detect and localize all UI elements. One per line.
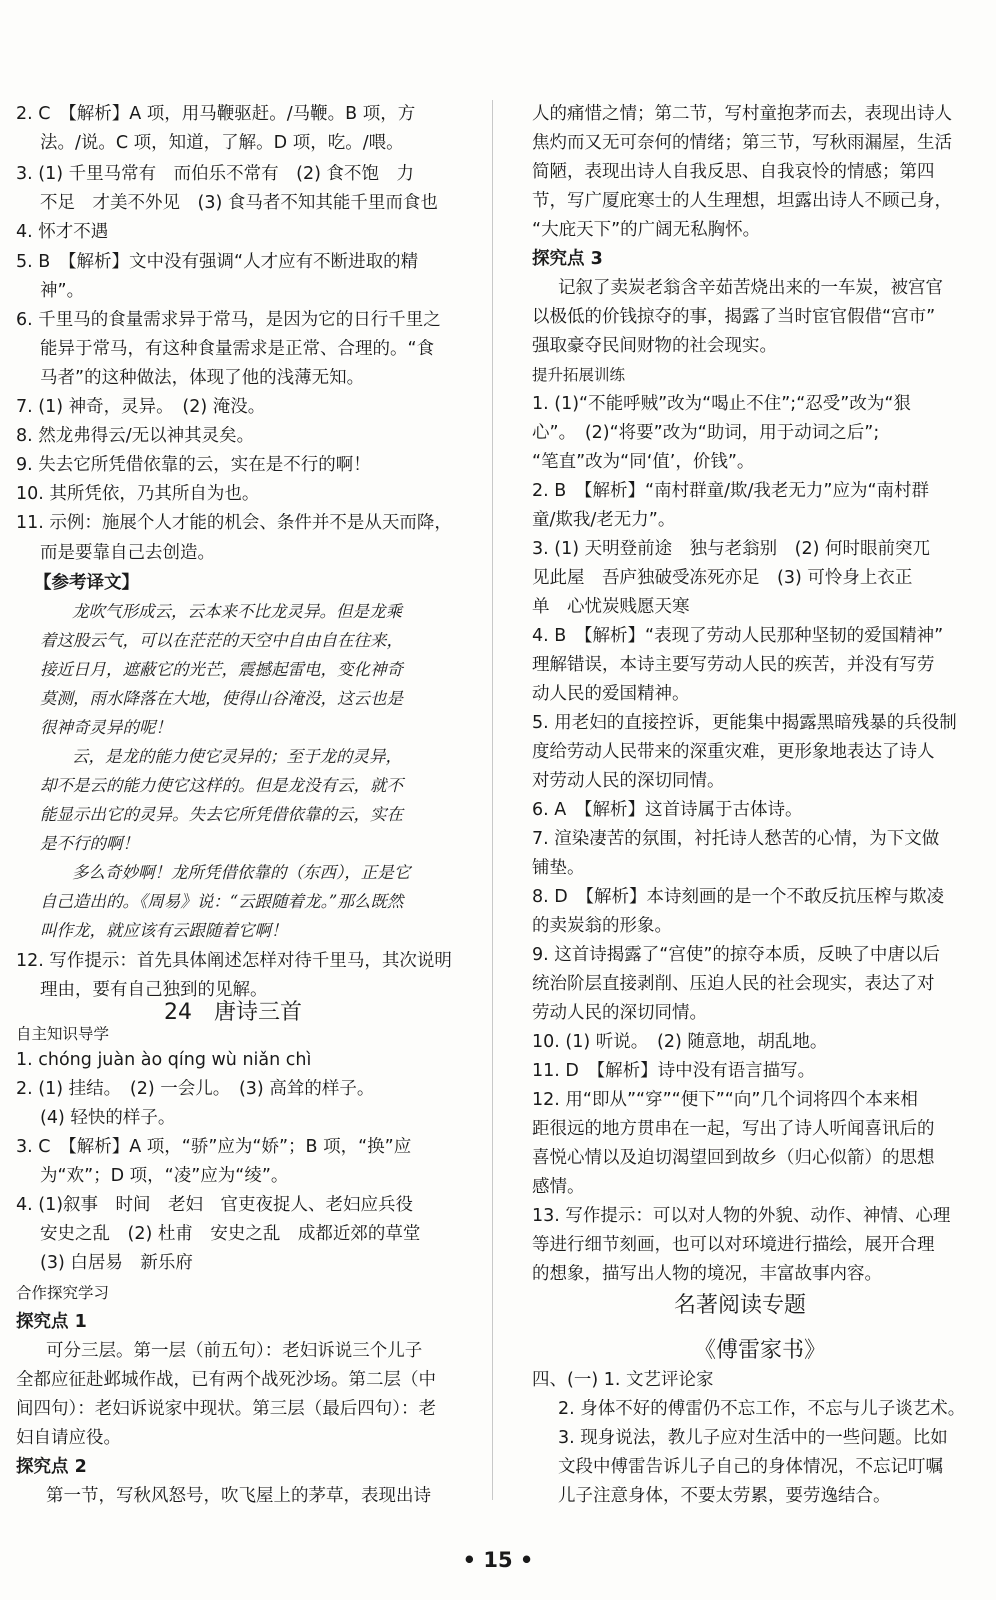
right-text-line: 3. 现身说法，教儿子应对生活中的一些问题。比如 — [558, 1428, 948, 1448]
left-text-line: (3) 白居易 新乐府 — [40, 1253, 193, 1273]
right-text-line: 2. 身体不好的傅雷仍不忘工作，不忘与儿子谈艺术。 — [558, 1399, 966, 1419]
left-text-line: 莫测，雨水降落在大地，使得山谷淹没，这云也是 — [40, 689, 403, 708]
right-text-line: 1. (1)“不能呼贼”改为“喝止不住”;“忍受”改为“狠 — [532, 394, 911, 414]
right-text-line: 人的痛惜之情；第二节，写村童抱茅而去，表现出诗人 — [532, 104, 952, 124]
right-text-line: 12. 用“即从”“穿”“便下”“向”几个词将四个本来相 — [532, 1090, 918, 1110]
left-text-line: 全都应征赴邺城作战，已有两个战死沙场。第二层（中 — [16, 1370, 436, 1390]
left-text-line: 探究点 2 — [16, 1457, 87, 1477]
left-text-line: 能显示出它的灵异。失去它所凭借依靠的云，实在 — [40, 805, 403, 824]
left-text-line: 间四句）：老妇诉说家中现状。第三层（最后四句）：老 — [16, 1399, 436, 1419]
left-text-line: 接近日月，遮蔽它的光芒，震撼起雷电，变化神奇 — [40, 660, 403, 679]
right-text-line: 的想象，描写出人物的境况，丰富故事内容。 — [532, 1264, 882, 1284]
left-text-line: 24 唐诗三首 — [164, 1000, 302, 1025]
right-text-line: 记叙了卖炭老翁含辛茹苦烧出来的一车炭，被宫官 — [558, 278, 943, 298]
right-text-line: 距很远的地方贯串在一起，写出了诗人听闻喜讯后的 — [532, 1119, 935, 1139]
left-text-line: 理由，要有自己独到的见解。 — [40, 980, 268, 1000]
left-text-line: 神”。 — [40, 281, 85, 301]
left-text-line: 【参考译文】 — [34, 573, 139, 593]
right-text-line: 等进行细节刻画，也可以对环境进行描绘，展开合理 — [532, 1235, 935, 1255]
left-text-line: 10. 其所凭依，乃其所自为也。 — [16, 484, 260, 504]
right-text-line: 动人民的爱国精神。 — [532, 684, 690, 704]
left-text-line: 第一节，写秋风怒号，吹飞屋上的茅草，表现出诗 — [46, 1486, 431, 1506]
left-text-line: 3. (1) 千里马常有 而伯乐不常有 (2) 食不饱 力 — [16, 164, 414, 184]
left-text-line: 而是要靠自己去创造。 — [40, 543, 215, 563]
left-text-line: 2. (1) 挂结。 (2) 一会儿。 (3) 高耸的样子。 — [16, 1079, 375, 1099]
right-text-line: 统治阶层直接剥削、压迫人民的社会现实，表达了对 — [532, 974, 935, 994]
left-text-line: 2. C 【解析】A 项，用马鞭驱赶。/马鞭。B 项，方 — [16, 104, 416, 124]
left-text-line: 合作探究学习 — [16, 1284, 110, 1302]
right-text-line: “笔直”改为“同‘值’，价钱”。 — [532, 452, 755, 472]
left-text-line: 为“欢”；D 项，“凌”应为“绫”。 — [40, 1166, 289, 1186]
left-text-line: 却不是云的能力使它这样的。但是龙没有云，就不 — [40, 776, 403, 795]
right-text-line: 5. 用老妇的直接控诉，更能集中揭露黑暗残暴的兵役制 — [532, 713, 957, 733]
left-text-line: 云，是龙的能力使它灵异的；至于龙的灵异， — [72, 747, 402, 766]
right-text-line: 6. A 【解析】这首诗属于古体诗。 — [532, 800, 803, 820]
right-text-line: 8. D 【解析】本诗刻画的是一个不敢反抗压榨与欺凌 — [532, 887, 944, 907]
right-text-line: 4. B 【解析】“表现了劳动人民那种坚韧的爱国精神” — [532, 626, 944, 646]
right-text-line: 喜悦心情以及迫切渴望回到故乡（归心似箭）的思想 — [532, 1148, 935, 1168]
left-text-line: 可分三层。第一层（前五句）：老妇诉说三个儿子 — [46, 1341, 423, 1361]
right-text-line: 对劳动人民的深切同情。 — [532, 771, 725, 791]
left-text-line: 着这股云气，可以在茫茫的天空中自由自在往来， — [40, 631, 403, 650]
right-text-line: 理解错误，本诗主要写劳动人民的疾苦，并没有写劳 — [532, 655, 935, 675]
right-text-line: 单 心忧炭贱愿天寒 — [532, 597, 690, 617]
left-text-line: 探究点 1 — [16, 1312, 87, 1332]
right-text-line: 铺垫。 — [532, 858, 585, 878]
left-text-line: (4) 轻快的样子。 — [40, 1108, 176, 1128]
right-text-line: 节，写广厦庇寒士的人生理想，坦露出诗人不顾己身， — [532, 191, 952, 211]
left-text-line: 4. (1)叙事 时间 老妇 官吏夜捉人、老妇应兵役 — [16, 1195, 414, 1215]
left-text-line: 马者”的这种做法，体现了他的浅薄无知。 — [40, 368, 365, 388]
right-text-line: 焦灼而又无可奈何的情绪；第三节，写秋雨漏屋，生活 — [532, 133, 952, 153]
right-text-line: 儿子注意身体，不要太劳累，要劳逸结合。 — [558, 1486, 891, 1506]
left-text-line: 6. 千里马的食量需求异于常马，是因为它的日行千里之 — [16, 310, 441, 330]
left-text-line: 5. B 【解析】文中没有强调“人才应有不断进取的精 — [16, 252, 419, 272]
right-text-line: 提升拓展训练 — [532, 366, 626, 384]
left-text-line: 多么奇妙啊！龙所凭借依靠的（东西），正是它 — [72, 863, 411, 882]
right-text-line: 感情。 — [532, 1177, 585, 1197]
left-text-line: 4. 怀才不遇 — [16, 222, 109, 242]
right-text-line: 度给劳动人民带来的深重灾难，更形象地表达了诗人 — [532, 742, 935, 762]
right-text-line: 3. (1) 天明登前途 独与老翁别 (2) 何时眼前突兀 — [532, 539, 930, 559]
right-text-line: 《傅雷家书》 — [694, 1338, 827, 1363]
left-text-line: 不足 才美不外见 (3) 食马者不知其能千里而食也 — [40, 193, 438, 213]
left-text-line: 自主知识导学 — [16, 1025, 110, 1043]
right-text-line: 的卖炭翁的形象。 — [532, 916, 672, 936]
right-text-line: 2. B 【解析】“南村群童/欺/我老无力”应为“南村群 — [532, 481, 930, 501]
left-text-line: 12. 写作提示：首先具体阐述怎样对待千里马，其次说明 — [16, 951, 452, 971]
left-text-line: 3. C 【解析】A 项，“骄”应为“娇”；B 项，“换”应 — [16, 1137, 412, 1157]
right-text-line: 13. 写作提示：可以对人物的外貌、动作、神情、心理 — [532, 1206, 951, 1226]
right-text-line: 心”。 (2)“将要”改为“助词，用于动词之后”; — [532, 423, 880, 443]
left-text-line: 1. chóng juàn ào qíng wù niǎn chì — [16, 1050, 312, 1070]
left-text-line: 龙吹气形成云，云本来不比龙灵异。但是龙乘 — [72, 602, 402, 621]
left-text-line: 法。/说。C 项，知道，了解。D 项，吃。/喂。 — [40, 133, 404, 153]
right-text-line: “大庇天下”的广阔无私胸怀。 — [532, 220, 761, 240]
left-text-line: 叫作龙，就应该有云跟随着它啊！ — [40, 921, 288, 940]
left-text-line: 安史之乱 (2) 杜甫 安史之乱 成都近郊的草堂 — [40, 1224, 421, 1244]
right-text-line: 简陋，表现出诗人自我反思、自我哀怜的情感；第四 — [532, 162, 935, 182]
right-text-line: 四、(一) 1. 文艺评论家 — [532, 1370, 714, 1390]
left-text-line: 自己造出的。《周易》说：“云跟随着龙。”那么既然 — [40, 892, 404, 911]
page-number: • 15 • — [462, 1548, 534, 1572]
right-text-line: 名著阅读专题 — [674, 1293, 807, 1318]
right-text-line: 文段中傅雷告诉儿子自己的身体情况，不忘记叮嘱 — [558, 1457, 943, 1477]
right-text-line: 以极低的价钱掠夺的事，揭露了当时宦官假借“宫市” — [532, 307, 936, 327]
left-text-line: 8. 然龙弗得云/无以神其灵矣。 — [16, 426, 255, 446]
right-text-line: 11. D 【解析】诗中没有语言描写。 — [532, 1061, 816, 1081]
right-text-line: 7. 渲染凄苦的氛围，衬托诗人愁苦的心情，为下文做 — [532, 829, 940, 849]
left-text-line: 能异于常马，有这种食量需求是正常、合理的。“食 — [40, 339, 435, 359]
left-text-line: 是不行的啊！ — [40, 834, 139, 853]
left-text-line: 7. (1) 神奇，灵异。 (2) 淹没。 — [16, 397, 266, 417]
right-text-line: 童/欺我/老无力”。 — [532, 510, 676, 530]
right-text-line: 9. 这首诗揭露了“宫使”的掠夺本质，反映了中唐以后 — [532, 945, 940, 965]
right-text-line: 探究点 3 — [532, 249, 603, 269]
right-text-line: 10. (1) 听说。 (2) 随意地，胡乱地。 — [532, 1032, 828, 1052]
left-text-line: 妇自请应役。 — [16, 1428, 121, 1448]
column-divider — [492, 100, 493, 1500]
left-text-line: 11. 示例：施展个人才能的机会、条件并不是从天而降， — [16, 513, 452, 533]
left-text-line: 9. 失去它所凭借依靠的云，实在是不行的啊！ — [16, 455, 371, 475]
left-text-line: 很神奇灵异的呢！ — [40, 718, 172, 737]
right-text-line: 劳动人民的深切同情。 — [532, 1003, 707, 1023]
right-text-line: 见此屋 吾庐独破受冻死亦足 (3) 可怜身上衣正 — [532, 568, 913, 588]
right-text-line: 强取豪夺民间财物的社会现实。 — [532, 336, 777, 356]
